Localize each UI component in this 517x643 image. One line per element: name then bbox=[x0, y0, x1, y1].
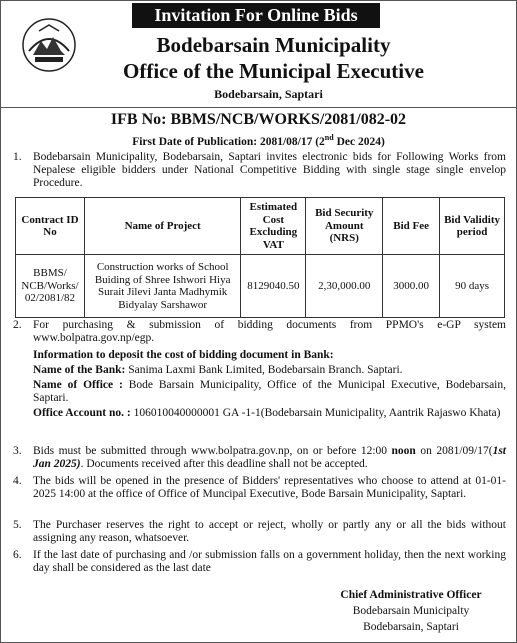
signatory-title: Chief Administrative Officer bbox=[340, 589, 482, 601]
item-4: 4. The bids will be opened in the presence of Bidders' representatives who choose to attend at 01-01-2025 14:00 at the office of Office of Muncipal Executive, Bode Barsain Municipality, Saptari. bbox=[13, 475, 506, 500]
item-5: 5. The Purchaser reserves the right to accept or reject, wholly or partly any or all the bids without assigning any reason, whatsoever. bbox=[13, 519, 506, 544]
item-6: 6. If the last date of purchasing and /or submission falls on a government holiday, then the next working day shall be considered as the last date bbox=[13, 549, 506, 574]
cell-bid-fee: 3000.00 bbox=[383, 255, 440, 318]
cell-bid-validity: 90 days bbox=[440, 255, 505, 318]
col-bid-fee: Bid Fee bbox=[383, 198, 440, 255]
col-project-name: Name of Project bbox=[84, 198, 240, 255]
bank-name-line: Name of the Bank: Sanima Laxmi Bank Limited, Bodebarsain Branch. Saptari. bbox=[33, 364, 403, 376]
signature-block bbox=[326, 587, 496, 635]
cell-bid-security: 2,30,000.00 bbox=[306, 255, 383, 318]
location: Bodebarsain, Saptari bbox=[214, 87, 323, 101]
ifb-number: IFB No: BBMS/NCB/WORKS/2081/082-02 bbox=[110, 111, 407, 128]
cell-estimated-cost: 8129040.50 bbox=[241, 255, 306, 318]
header-divider bbox=[1, 107, 516, 108]
col-estimated-cost: Estimated Cost Excluding VAT bbox=[241, 198, 306, 255]
office-name-line: Name of Office : Bode Barsain Municipality, Office of the Municipal Executive, Bodebarsain, Saptari. bbox=[33, 379, 506, 404]
municipality-name: Bodebarsain Municipality bbox=[156, 33, 391, 57]
signatory-location: Bodebarsain, Saptari bbox=[363, 621, 459, 633]
item-3: 3. Bids must be submitted through www.bolpatra.gov.np, on or before 12:00 noon on 2081/09/17(1st Jan 2025). Documents received after this deadline shall not be accepted. bbox=[13, 445, 506, 470]
signatory-org: Bodebarsain Municipalty bbox=[352, 605, 470, 617]
account-line: Office Account no. : 106010040000001 GA -1-1(Bodebarsain Municipality, Aantrik Rajaswo Khata) bbox=[33, 407, 501, 419]
publication-date: First Date of Publication: 2081/08/17 (2nd Dec 2024) bbox=[132, 133, 385, 148]
office-name: Office of the Municipal Executive bbox=[123, 59, 424, 83]
item-1: 1. Bodebarsain Municipality, Bodebarsain, Saptari invites electronic bids for Following Works from Nepalese eligible bidders under National Competitive Bidding with single stage single envelop Procedure. bbox=[13, 151, 506, 189]
cell-contract-id: BBMS/ NCB/Works/ 02/2081/82 bbox=[16, 255, 85, 318]
item-2: 2. For purchasing & submission of bidding documents from PPMO's e-GP system www.bolpatra.gov.np/egp. Information to deposit the cost of bidding document in Bank: Name of the Bank: Sanima Laxmi Bank Limited, Bodebarsain Branch. Saptari. Name of Office : Bode Barsain Municipality, Office of the Municipal Executive, Bodebarsain, Saptari. Office Account no. : 106010040000001 GA -1-1(Bodebarsain Municipality, Aantrik Rajaswo Khata) bbox=[13, 319, 506, 419]
deposit-heading: Information to deposit the cost of bidding document in Bank: bbox=[33, 349, 334, 361]
table-row bbox=[16, 255, 505, 318]
col-bid-validity: Bid Validity period bbox=[440, 198, 505, 255]
bids-table bbox=[15, 197, 505, 318]
notice-banner: Invitation For Online Bids bbox=[132, 3, 380, 28]
col-contract-id: Contract ID No bbox=[16, 198, 85, 255]
table-header-row bbox=[16, 198, 505, 255]
col-bid-security: Bid Security Amount (NRS) bbox=[306, 198, 383, 255]
cell-project-name: Construction works of School Buiding of Shree Ishwori Hiya Surait Jilevi Janta Madhymik Bidyalay Sarshawor bbox=[84, 255, 240, 318]
